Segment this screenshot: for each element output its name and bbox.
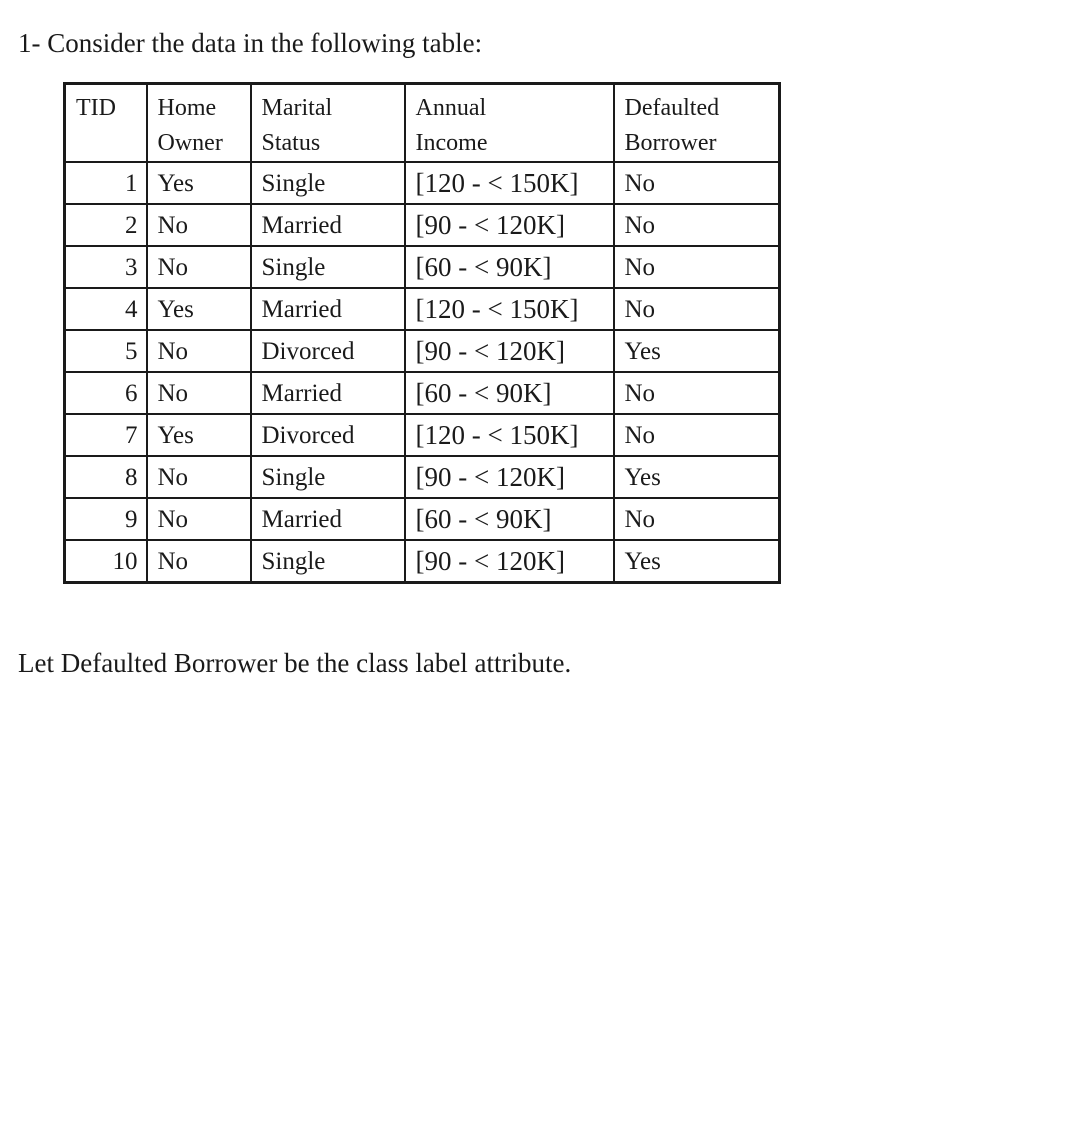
cell-tid: 10 <box>65 540 147 583</box>
header-home-owner-line2: Owner <box>157 130 223 156</box>
header-annual-income-line2: Income <box>415 130 488 156</box>
cell-defaulted-borrower: Yes <box>614 330 780 372</box>
table-header <box>65 84 780 163</box>
table-row <box>65 162 780 204</box>
cell-annual-income: [90 - < 120K] <box>405 456 614 498</box>
cell-annual-income: [60 - < 90K] <box>405 246 614 288</box>
cell-tid: 5 <box>65 330 147 372</box>
cell-marital-status: Married <box>251 288 405 330</box>
header-home-owner-line1: Home <box>157 95 217 121</box>
cell-marital-status: Single <box>251 246 405 288</box>
cell-home-owner: No <box>147 540 251 583</box>
cell-marital-status: Single <box>251 456 405 498</box>
class-label-statement: Let Defaulted Borrower be the class label attribute. <box>18 648 572 678</box>
table-row <box>65 204 780 246</box>
cell-annual-income: [60 - < 90K] <box>405 372 614 414</box>
cell-defaulted-borrower: No <box>614 246 780 288</box>
cell-defaulted-borrower: No <box>614 372 780 414</box>
cell-annual-income: [90 - < 120K] <box>405 330 614 372</box>
cell-tid: 9 <box>65 498 147 540</box>
cell-defaulted-borrower: No <box>614 204 780 246</box>
question-title: 1- Consider the data in the following table: <box>18 28 483 58</box>
table-body <box>65 162 780 583</box>
cell-tid: 7 <box>65 414 147 456</box>
cell-home-owner: No <box>147 372 251 414</box>
header-row <box>65 84 780 163</box>
cell-marital-status: Single <box>251 540 405 583</box>
cell-home-owner: No <box>147 330 251 372</box>
cell-annual-income: [120 - < 150K] <box>405 288 614 330</box>
cell-tid: 4 <box>65 288 147 330</box>
cell-annual-income: [120 - < 150K] <box>405 414 614 456</box>
cell-marital-status: Divorced <box>251 330 405 372</box>
cell-tid: 6 <box>65 372 147 414</box>
header-tid-line1: TID <box>76 95 116 121</box>
cell-home-owner: No <box>147 456 251 498</box>
table-row <box>65 330 780 372</box>
cell-tid: 8 <box>65 456 147 498</box>
cell-marital-status: Married <box>251 204 405 246</box>
data-table <box>63 82 781 584</box>
header-tid <box>65 84 147 163</box>
cell-home-owner: Yes <box>147 162 251 204</box>
cell-annual-income: [90 - < 120K] <box>405 204 614 246</box>
cell-tid: 2 <box>65 204 147 246</box>
header-marital-status-line2: Status <box>261 130 321 156</box>
cell-home-owner: No <box>147 246 251 288</box>
cell-marital-status: Single <box>251 162 405 204</box>
cell-annual-income: [60 - < 90K] <box>405 498 614 540</box>
cell-home-owner: No <box>147 498 251 540</box>
cell-defaulted-borrower: No <box>614 414 780 456</box>
cell-defaulted-borrower: No <box>614 498 780 540</box>
header-marital-status <box>251 84 405 163</box>
cell-home-owner: Yes <box>147 414 251 456</box>
cell-defaulted-borrower: No <box>614 288 780 330</box>
table-row <box>65 288 780 330</box>
cell-tid: 1 <box>65 162 147 204</box>
header-defaulted-borrower-line1: Defaulted <box>624 95 720 121</box>
table-row <box>65 540 780 583</box>
cell-home-owner: Yes <box>147 288 251 330</box>
header-defaulted-borrower <box>614 84 780 163</box>
table-row <box>65 414 780 456</box>
cell-annual-income: [90 - < 120K] <box>405 540 614 583</box>
header-defaulted-borrower-line2: Borrower <box>624 130 717 156</box>
table-row <box>65 246 780 288</box>
header-annual-income-line1: Annual <box>415 95 487 121</box>
cell-defaulted-borrower: Yes <box>614 456 780 498</box>
table-row <box>65 456 780 498</box>
cell-marital-status: Divorced <box>251 414 405 456</box>
header-marital-status-line1: Marital <box>261 95 333 121</box>
cell-defaulted-borrower: Yes <box>614 540 780 583</box>
cell-annual-income: [120 - < 150K] <box>405 162 614 204</box>
cell-marital-status: Married <box>251 498 405 540</box>
cell-marital-status: Married <box>251 372 405 414</box>
header-annual-income <box>405 84 614 163</box>
table-row <box>65 498 780 540</box>
cell-defaulted-borrower: No <box>614 162 780 204</box>
cell-tid: 3 <box>65 246 147 288</box>
header-home-owner <box>147 84 251 163</box>
table-row <box>65 372 780 414</box>
cell-home-owner: No <box>147 204 251 246</box>
